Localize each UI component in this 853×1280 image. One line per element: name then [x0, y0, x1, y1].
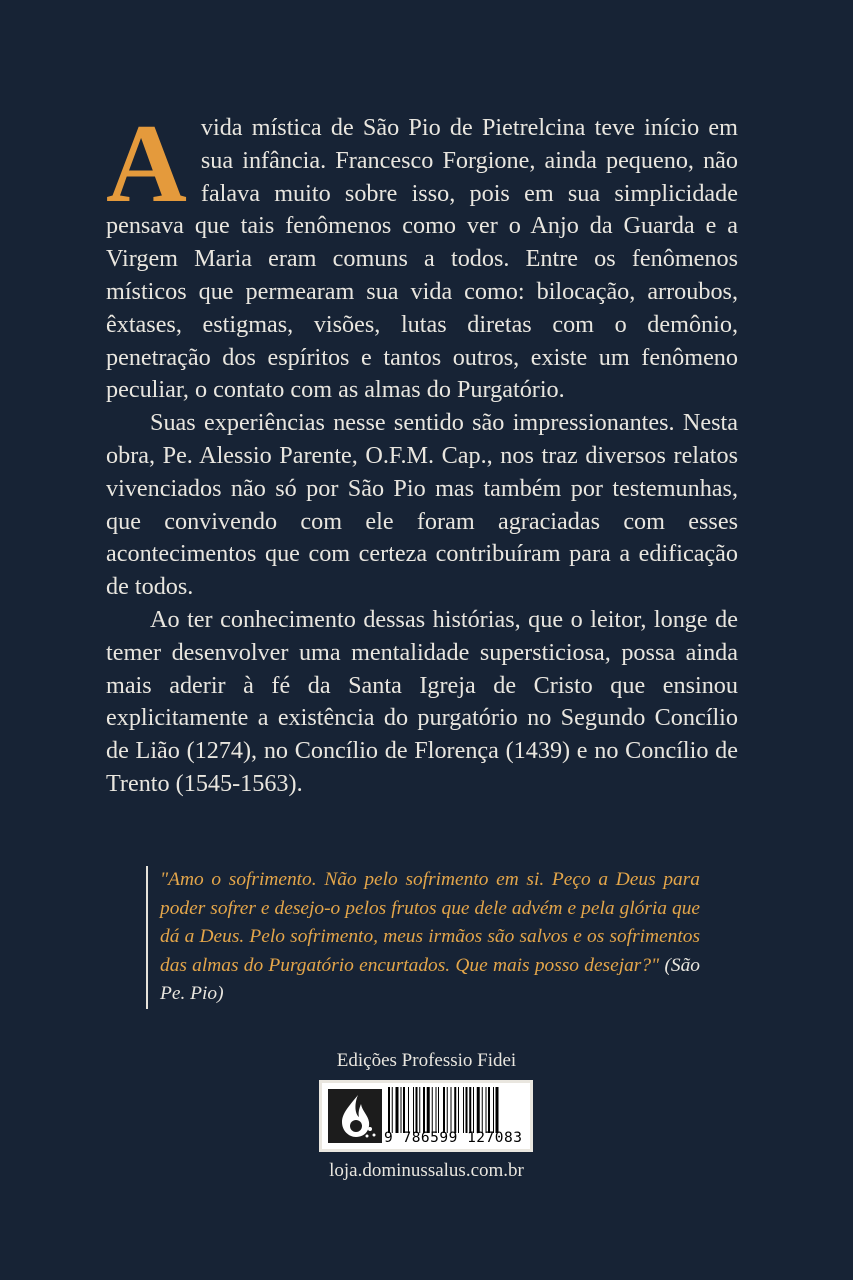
quote-text: "Amo o sofrimento. Não pelo sofrimento em si. Peço a Deus para poder sofrer e desejo-o pelos frutos que dele advém e pela glória que dá a Deus. Pelo sofrimento, meus irmãos são salvos e os sofrimentos das almas do Purgatório encurtados. Que mais posso desejar?": [160, 869, 700, 976]
publisher-name: Edições Professio Fidei: [336, 1050, 517, 1071]
paragraph-1-text: vida mística de São Pio de Pietrelcina teve início em sua infância. Francesco Forgione, ainda pequeno, não falava muito sobre isso, pois em sua simplicidade pensava que tais fenômenos como ver o Anjo da Guarda e a Virgem Maria eram comuns a todos. Entre os fenômenos místicos que permearam sua vida como: bilocação, arroubos, êxtases, estigmas, visões, lutas diretas com o demônio, penetração dos espíritos e tantos outros, existe um fenômeno peculiar, o contato com as almas do Purgatório.: [106, 114, 738, 404]
quote-attribution: (São Pe. Pio): [160, 954, 700, 1005]
paragraph-3: Ao ter conhecimento dessas histórias, que o leitor, longe de temer desenvolver uma mentalidade supersticiosa, possa ainda mais aderir à fé da Santa Igreja de Cristo que ensinou explicitamente a existência do purgatório no Segundo Concílio de Lião (1274), no Concílio de Florença (1439) e no Concílio de Trento (1545-1563).: [106, 605, 738, 797]
barcode: [388, 1087, 530, 1133]
publisher-logo-icon: [328, 1089, 382, 1143]
isbn-number: 9 786599 127083: [384, 1130, 523, 1146]
back-cover-text: [106, 102, 738, 801]
paragraph-2: Suas experiências nesse sentido são impressionantes. Nesta obra, Pe. Alessio Parente, O.F.M. Cap., nos traz diversos relatos vivenciados não só por São Pio mas também por testemunhas, que convivendo com ele foram agraciadas com esses acontecimentos que com certeza contribuíram para a edificação de todos.: [106, 409, 738, 601]
website-link[interactable]: loja.dominussalus.com.br: [329, 1160, 524, 1181]
quote-block: [146, 866, 700, 1009]
drop-cap: A: [106, 102, 187, 226]
paragraph-1: [106, 102, 738, 407]
barcode-panel: [319, 1080, 533, 1152]
